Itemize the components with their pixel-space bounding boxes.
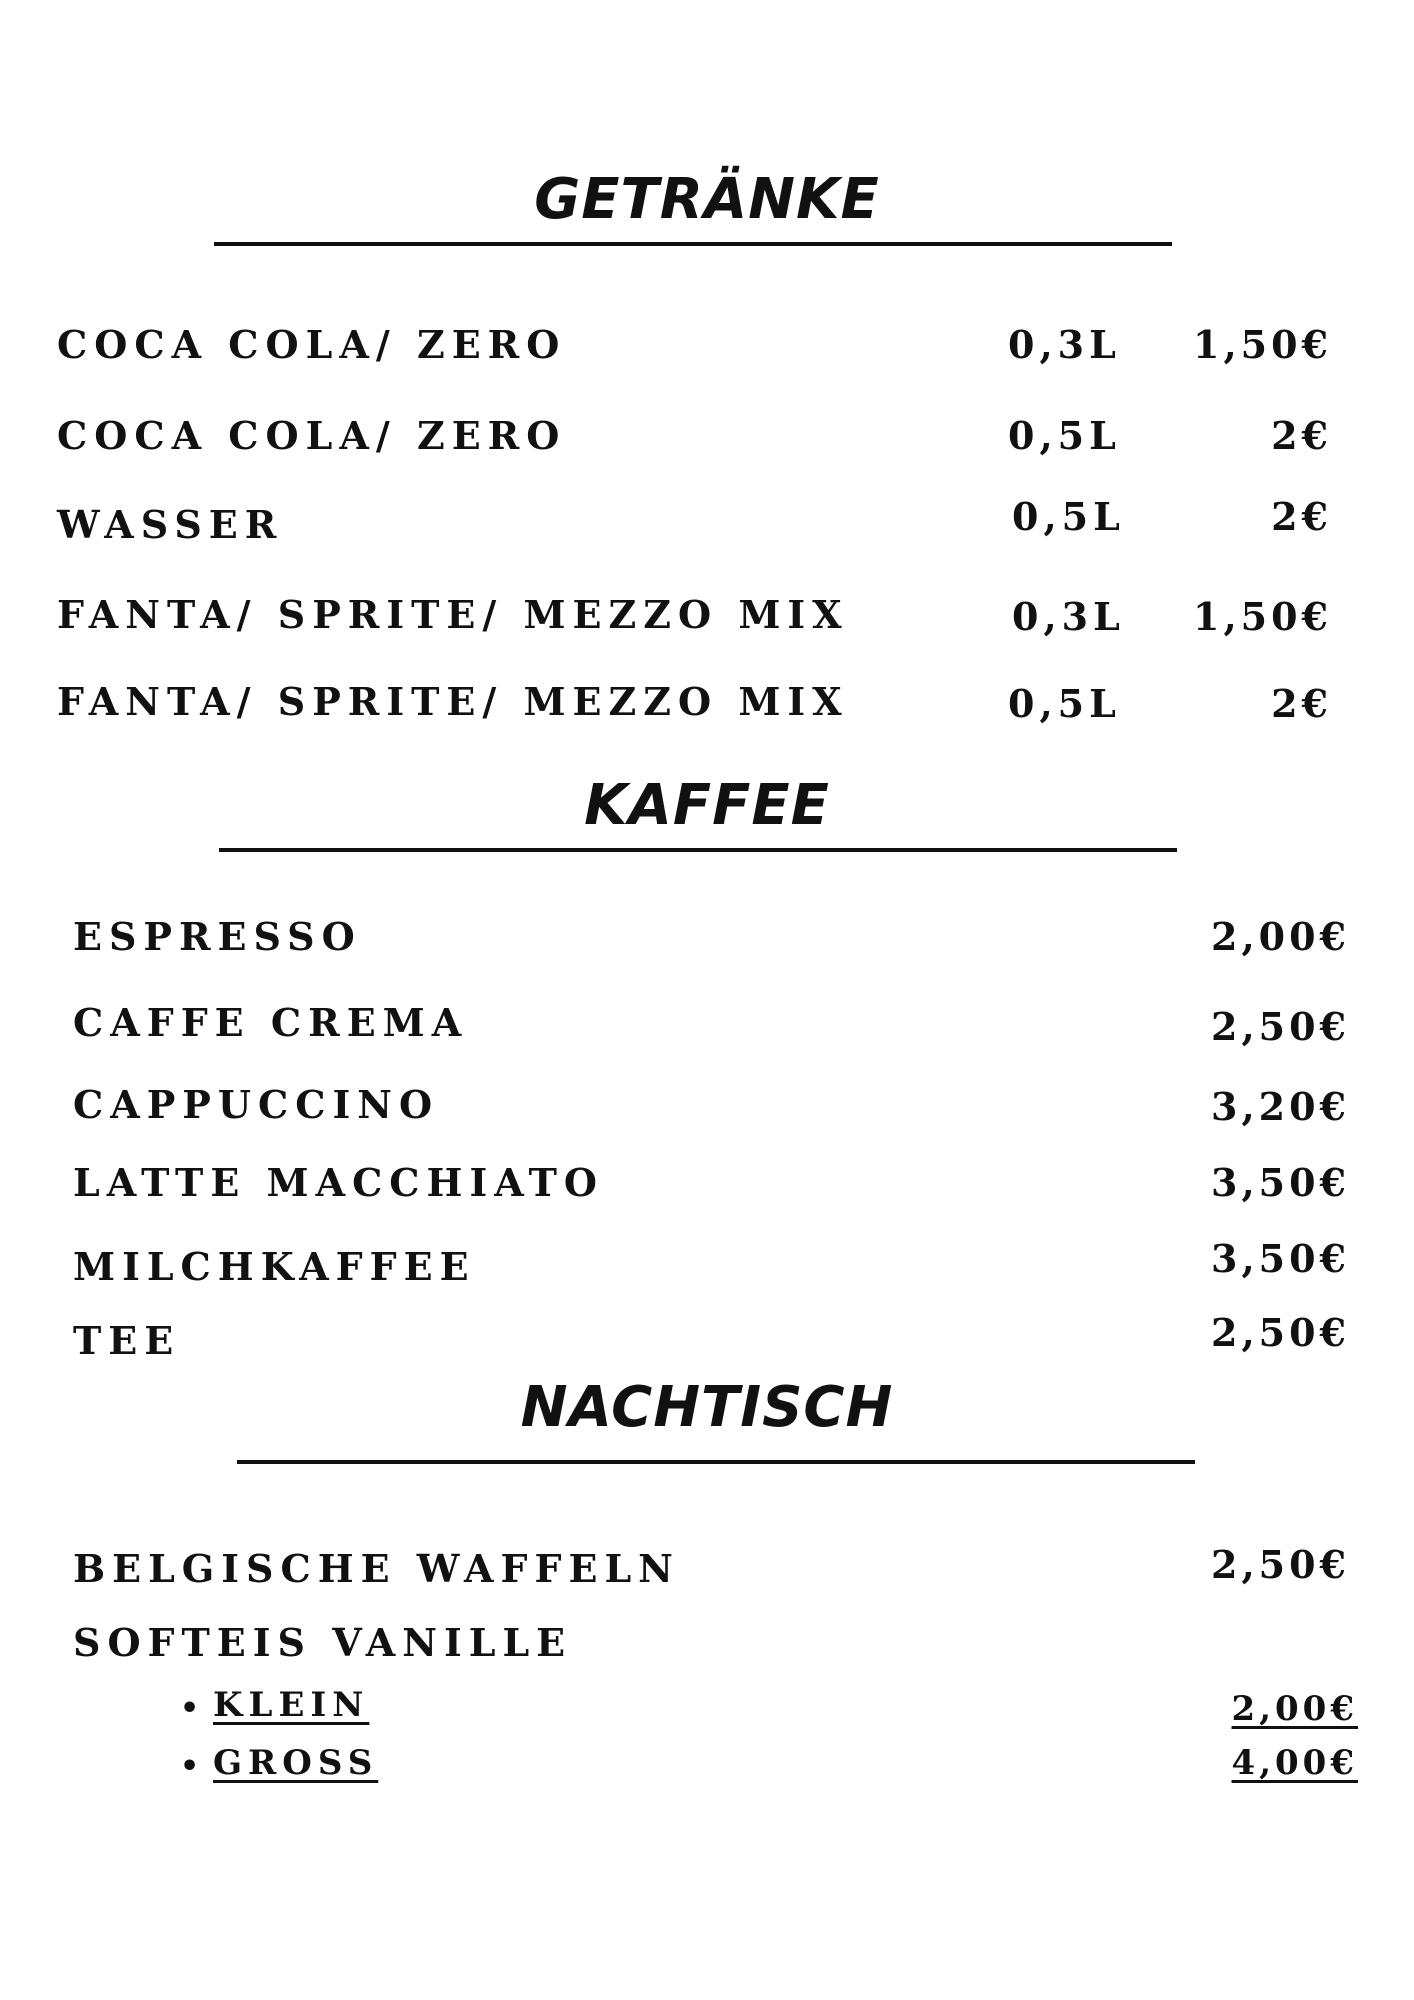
option-price: 2,00€ (1231, 1689, 1358, 1729)
section-title-getraenke: GETRÄNKE (534, 167, 880, 232)
item-volume: 0,3L (1008, 322, 1121, 367)
option-name: GROSS (213, 1743, 379, 1783)
item-name: LATTE MACCHIATO (73, 1160, 605, 1205)
section-title-kaffee: KAFFEE (584, 773, 830, 838)
item-price: 3,50€ (1211, 1160, 1350, 1205)
bullet-icon: • (180, 1691, 200, 1726)
item-name: ESPRESSO (73, 914, 362, 959)
item-price: 2,50€ (1211, 1004, 1350, 1049)
item-price: 1,50€ (1193, 594, 1332, 639)
item-name: SOFTEIS VANILLE (73, 1620, 573, 1665)
item-price: 2,00€ (1211, 914, 1350, 959)
divider-nachtisch (237, 1460, 1195, 1464)
item-name: FANTA/ SPRITE/ MEZZO MIX (57, 592, 849, 637)
item-price: 2€ (1271, 494, 1332, 539)
item-name: FANTA/ SPRITE/ MEZZO MIX (57, 679, 849, 724)
item-price: 2€ (1271, 681, 1332, 726)
item-volume: 0,5L (1012, 494, 1125, 539)
item-price: 2€ (1271, 413, 1332, 458)
item-volume: 0,5L (1008, 413, 1121, 458)
option-name: KLEIN (213, 1685, 370, 1725)
item-name: CAPPUCCINO (73, 1082, 440, 1127)
divider-getraenke (214, 242, 1172, 246)
item-name: MILCHKAFFEE (73, 1244, 476, 1289)
item-price: 3,50€ (1211, 1236, 1350, 1281)
item-volume: 0,5L (1008, 681, 1121, 726)
item-volume: 0,3L (1012, 594, 1125, 639)
item-name: WASSER (57, 502, 284, 547)
item-price: 1,50€ (1193, 322, 1332, 367)
item-name: COCA COLA/ ZERO (57, 413, 567, 458)
item-name: BELGISCHE WAFFELN (73, 1546, 680, 1591)
item-price: 2,50€ (1211, 1542, 1350, 1587)
option-price: 4,00€ (1231, 1743, 1358, 1783)
divider-kaffee (219, 848, 1177, 852)
item-price: 2,50€ (1211, 1310, 1350, 1355)
item-price: 3,20€ (1211, 1084, 1350, 1129)
item-name: TEE (73, 1318, 181, 1363)
item-name: COCA COLA/ ZERO (57, 322, 567, 367)
item-name: CAFFE CREMA (73, 1000, 469, 1045)
bullet-icon: • (180, 1749, 200, 1784)
section-title-nachtisch: NACHTISCH (520, 1375, 894, 1440)
